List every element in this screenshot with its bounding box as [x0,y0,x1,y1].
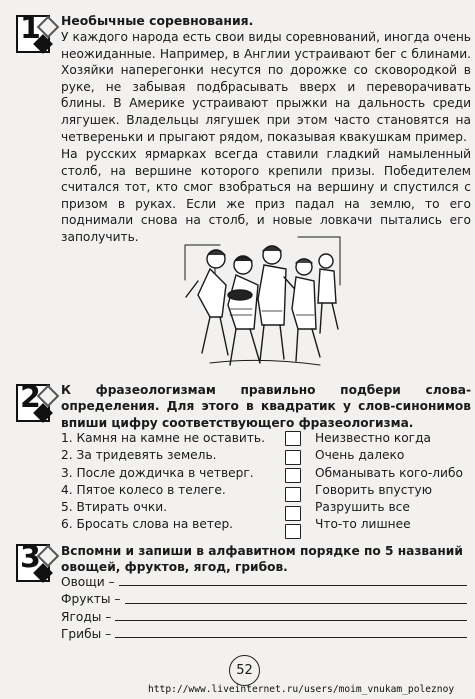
page-number: 52 [229,655,260,686]
synonym-list [315,430,465,534]
task-3-badge [14,540,54,584]
answer-box-4[interactable] [285,487,301,502]
synonym-item: Говорить впустую [315,482,432,497]
idiom-list [61,430,265,534]
answer-line-fruits[interactable] [61,591,467,608]
source-url[interactable]: http://www.liveinternet.ru/users/moim_vnukam_poleznoy [148,684,455,695]
answer-lines [61,574,467,643]
synonym-item: Очень далеко [315,448,405,463]
task-3-number: 3 [20,540,41,575]
idiom-item: 4. Пятое колесо в телеге. [61,482,226,497]
idiom-item: 6. Бросать слова на ветер. [61,517,234,532]
task-1-badge [14,11,54,55]
synonym-item: Что-то лишнее [315,517,411,532]
task-1-paragraph-2: На русских ярмарках всегда ставили гладкий намыленный столб, на вершине которого крепили призы. Победителем считался тот, кто смог взобраться на вершину и спустился с призом в руках. Если же приз падал на землю, то его поднимали снова на столб, и новые ловкачи пытались его заполучить. [61,147,471,244]
answer-box-6[interactable] [285,524,301,539]
task-2-number: 2 [20,380,41,415]
task-2-instruction: К фразеологизмам правильно подбери слова-определения. Для этого в квадратик у слов-синонимов впиши цифру соответствующего фразеологизма. [61,383,471,430]
task-2-badge [14,380,54,424]
answer-line-berries[interactable] [61,609,467,626]
answer-box-5[interactable] [285,506,301,521]
line-label: Грибы – [61,626,112,641]
synonym-item: Неизвестно когда [315,431,431,445]
idiom-item: 2. За тридевять земель. [61,448,217,463]
task-3-instruction: Вспомни и запиши в алфавитном порядке по 5 названий овощей, фруктов, ягод, грибов. [61,544,463,575]
line-label: Овощи – [61,575,115,589]
task-1-number: 1 [20,11,41,46]
idiom-item: 3. После дождичка в четверг. [61,465,254,480]
idiom-item: 1. Камня на камне не оставить. [61,431,265,445]
line-label: Ягоды – [61,609,112,624]
idiom-item: 5. Втирать очки. [61,500,168,515]
answer-line-vegetables[interactable] [61,574,467,591]
answer-line-mushrooms[interactable] [61,626,467,643]
line-label: Фрукты – [61,592,121,607]
answer-box-2[interactable] [285,450,301,465]
synonym-item: Обманывать кого-либо [315,465,463,480]
pancake-race-illustration [180,225,345,375]
task-1-paragraph-1: У каждого народа есть свои виды соревнований, иногда очень неожиданные. Например, в Англии устраивают бег с блинами. Хозяйки наперегонки несутся по дорожке со сковородкой в руке, не забывая подбрасывать вверх и переворачивать блины. В Америке устраивают прыжки на дальность среди лягушек. Владельцы лягушек при этом часто становятся на четвереньки и прыгают рядом, показывая квакушкам пример. [61,30,471,144]
synonym-item: Разрушить все [315,500,410,515]
task-1-title: Необычные соревнования. [61,13,254,28]
answer-box-3[interactable] [285,468,301,483]
answer-box-1[interactable] [285,431,301,446]
answer-boxes [285,431,301,543]
